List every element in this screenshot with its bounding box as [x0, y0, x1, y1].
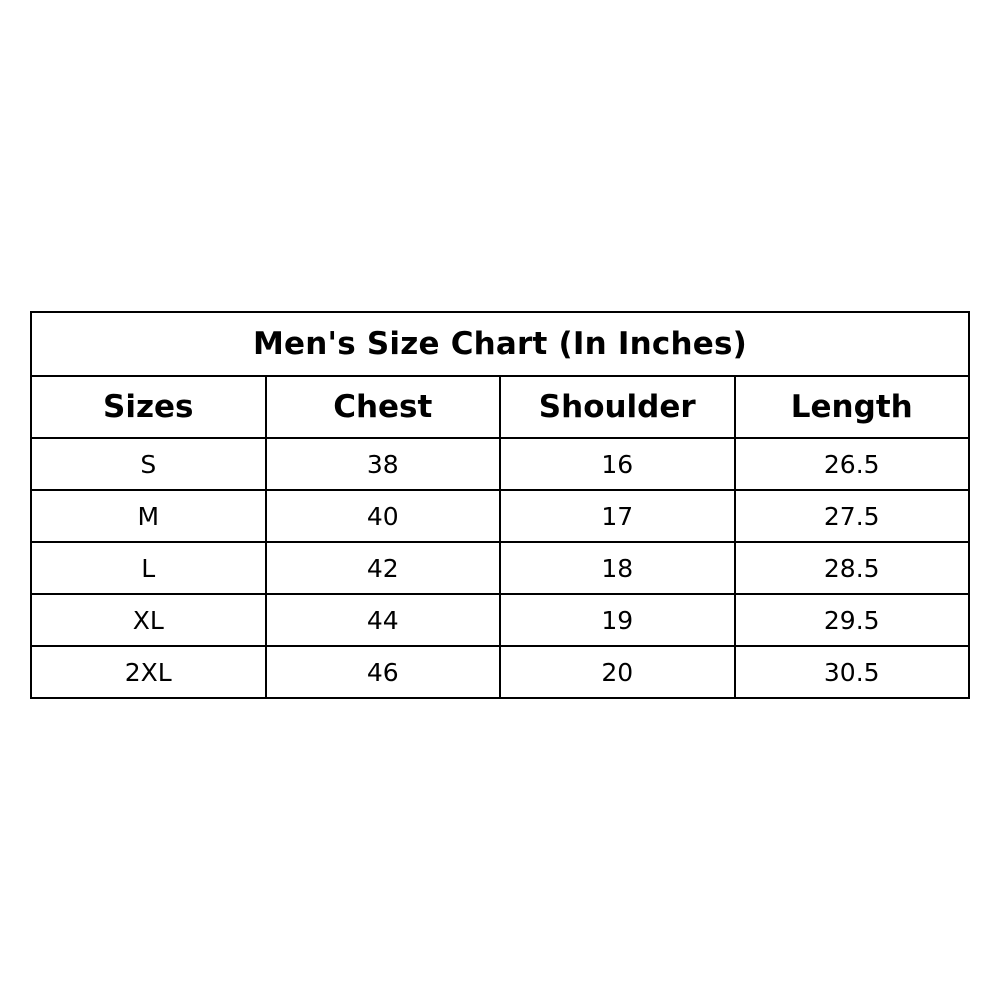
- cell-shoulder: 16: [500, 438, 735, 490]
- size-chart-title: Men's Size Chart (In Inches): [31, 312, 969, 376]
- column-header-length: Length: [735, 376, 970, 438]
- table-row: [31, 646, 969, 698]
- cell-length: 26.5: [735, 438, 970, 490]
- column-header-chest: Chest: [266, 376, 501, 438]
- size-chart-container: [30, 311, 970, 699]
- table-title-row: [31, 312, 969, 376]
- column-header-sizes: Sizes: [31, 376, 266, 438]
- cell-shoulder: 20: [500, 646, 735, 698]
- column-header-shoulder: Shoulder: [500, 376, 735, 438]
- size-chart-table: [30, 311, 970, 699]
- table-row: [31, 438, 969, 490]
- cell-length: 29.5: [735, 594, 970, 646]
- cell-shoulder: 19: [500, 594, 735, 646]
- cell-chest: 38: [266, 438, 501, 490]
- cell-chest: 44: [266, 594, 501, 646]
- cell-shoulder: 17: [500, 490, 735, 542]
- table-row: [31, 490, 969, 542]
- cell-size: M: [31, 490, 266, 542]
- cell-chest: 46: [266, 646, 501, 698]
- table-row: [31, 594, 969, 646]
- table-header-row: [31, 376, 969, 438]
- cell-size: L: [31, 542, 266, 594]
- cell-size: 2XL: [31, 646, 266, 698]
- cell-length: 30.5: [735, 646, 970, 698]
- cell-length: 28.5: [735, 542, 970, 594]
- cell-size: XL: [31, 594, 266, 646]
- cell-size: S: [31, 438, 266, 490]
- cell-length: 27.5: [735, 490, 970, 542]
- table-row: [31, 542, 969, 594]
- cell-shoulder: 18: [500, 542, 735, 594]
- cell-chest: 40: [266, 490, 501, 542]
- cell-chest: 42: [266, 542, 501, 594]
